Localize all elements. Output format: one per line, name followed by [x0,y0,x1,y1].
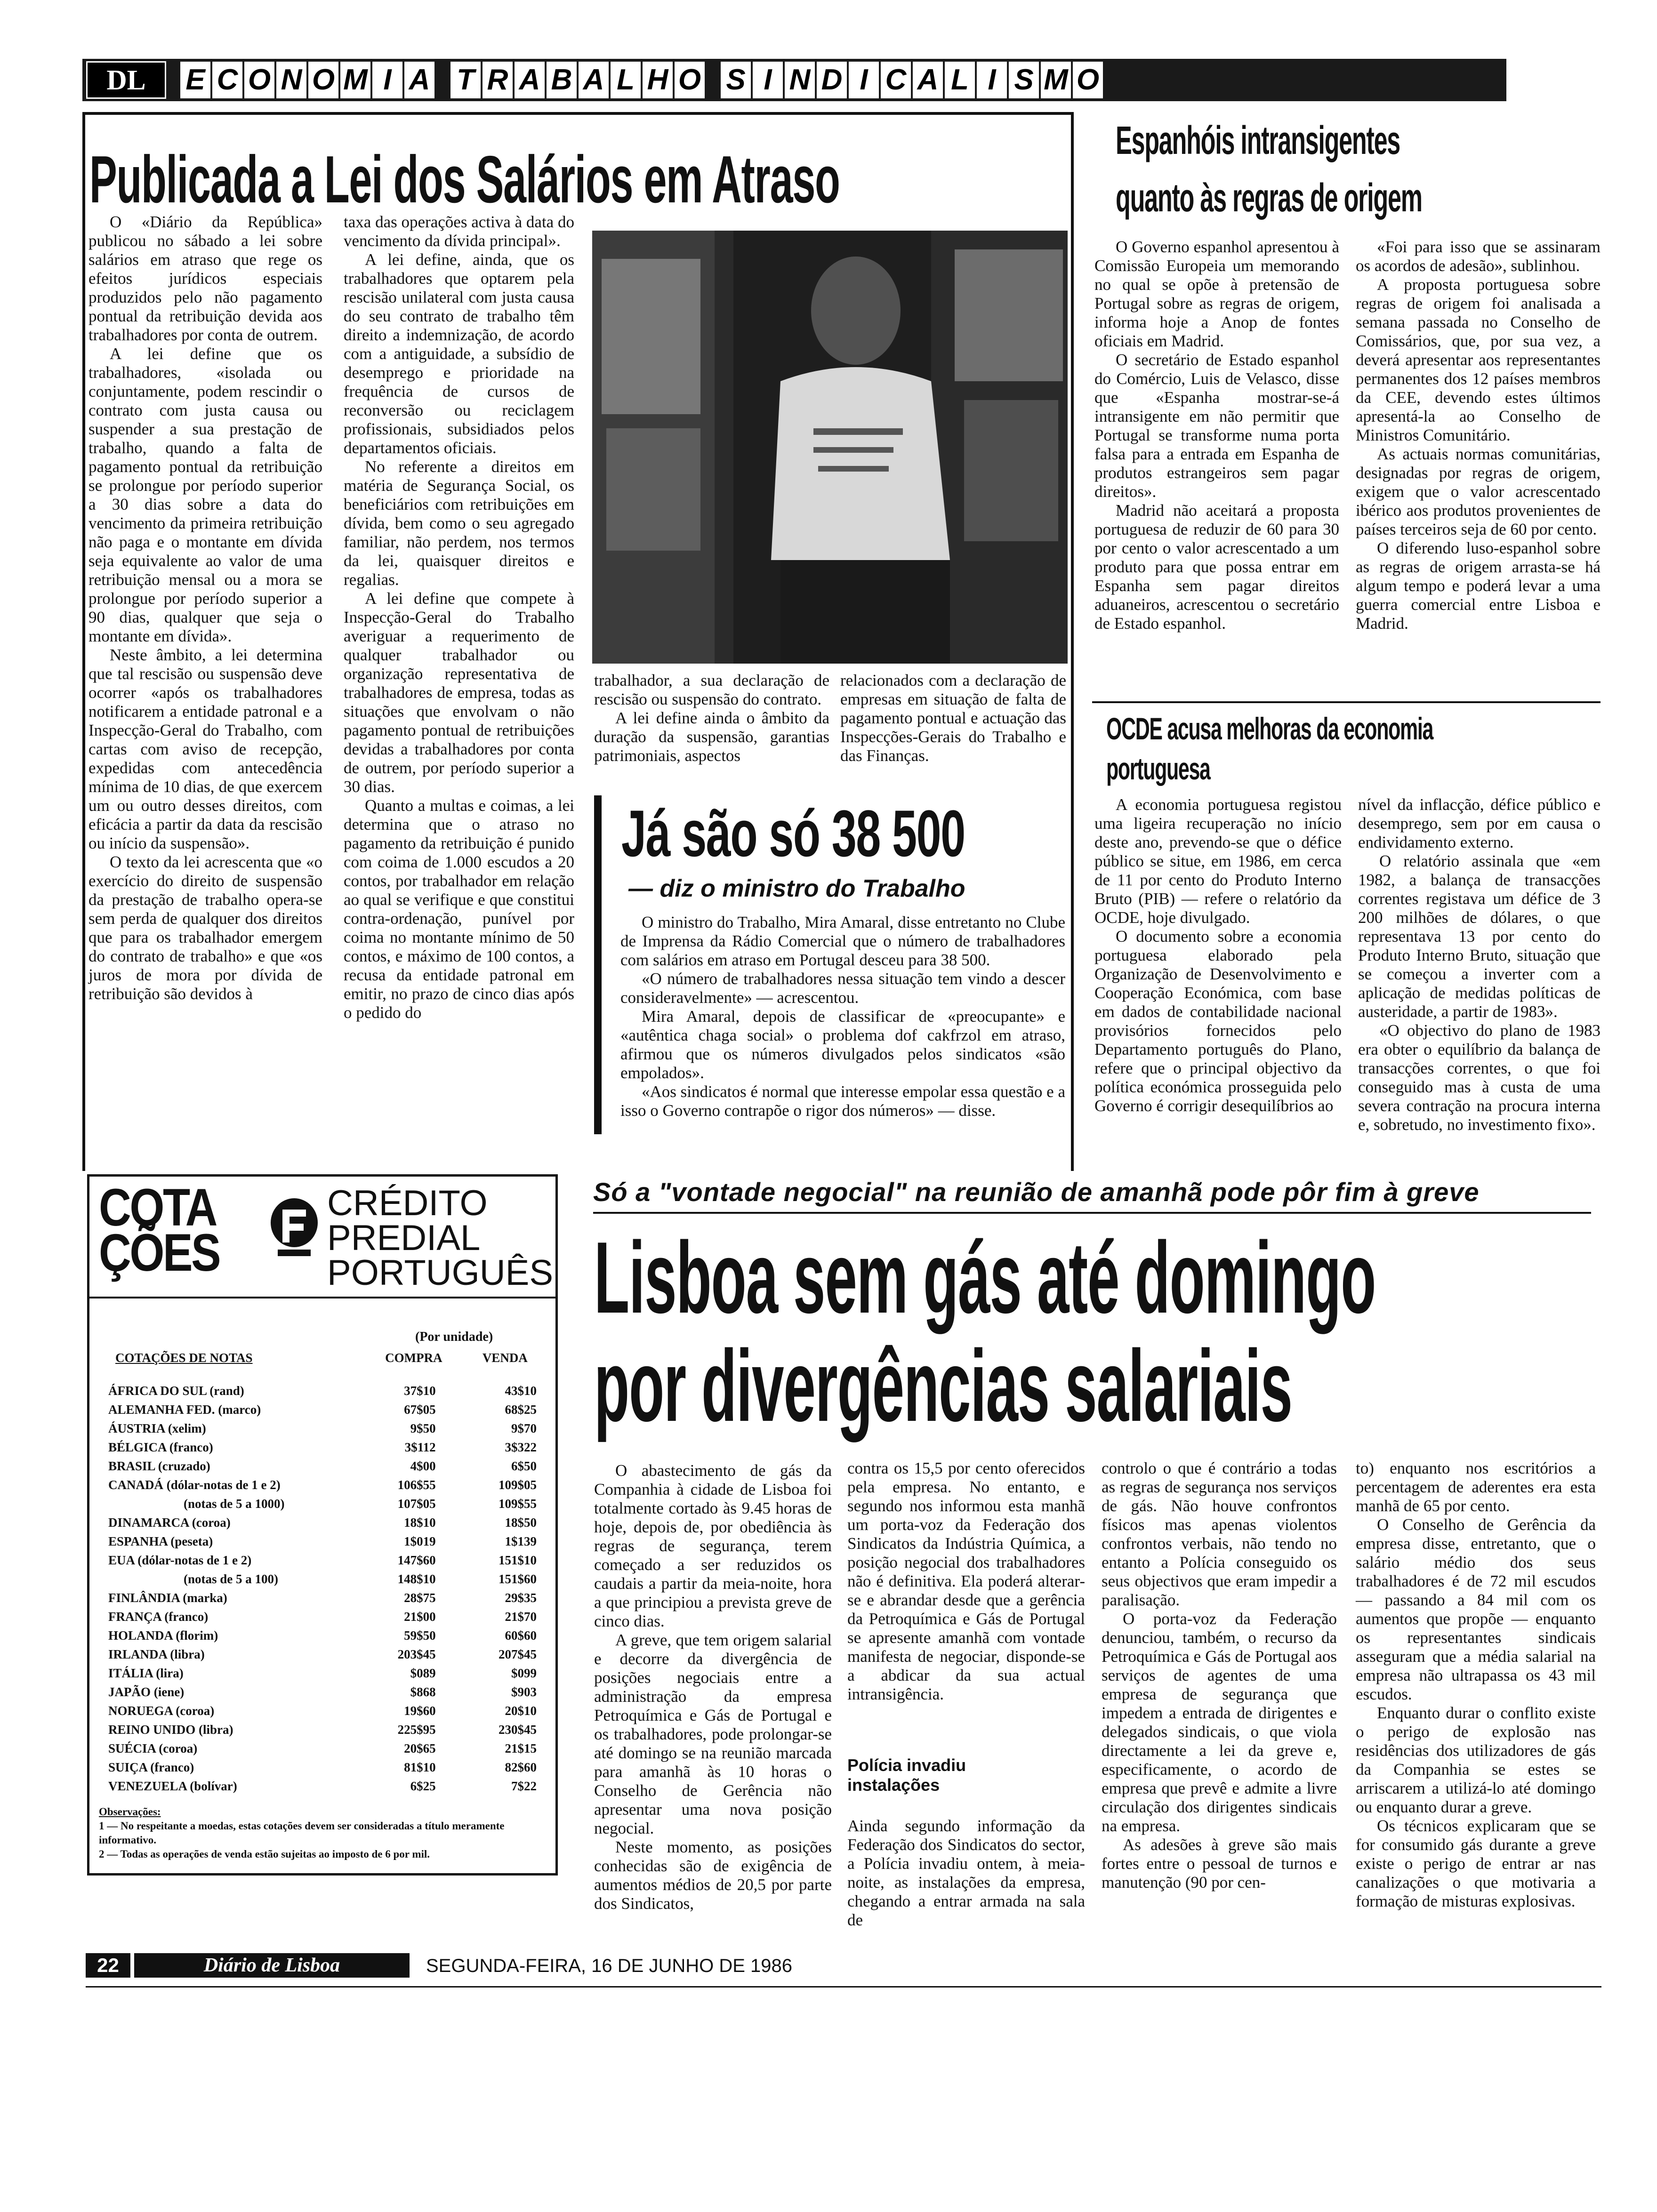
section-letter: O [1073,62,1103,98]
rate-compra: 4$00 [410,1459,436,1473]
section-masthead [82,59,1506,101]
rate-venda: 1$139 [505,1534,537,1548]
rate-row [89,1475,555,1494]
rate-row [89,1570,555,1588]
cotacoes-logo-line2: ÇÕES [99,1223,220,1282]
paragraph: Madrid não aceitará a proposta portuguesa de reduzir de 60 para 30 por cento o valor acrescentado a um produto para que possa entrar em Espanha sem pagar direitos aduaneiros, acrescentou o secretário de Estado espanhol. [1094,501,1343,633]
bank-name-line3: PORTUGUÊS [327,1253,554,1293]
article4-col2 [1358,795,1605,1134]
subhead-ministro: — diz o ministro do Trabalho [628,875,965,902]
currency-label: ALEMANHA FED. (marco) [108,1402,261,1417]
rate-venda: 20$10 [505,1703,537,1718]
headline-ocde-2: portuguesa [1106,751,1210,786]
bank-name [327,1183,554,1293]
paragraph: «O objectivo do plano de 1983 era obter o equilíbrio da balança de transacções correntes, o que foi conseguido mas à custa de uma severa contração na procura interna e, sobretudo, no investimento fixo». [1358,1021,1605,1134]
accent-bar [594,795,602,1134]
section-letter: T [450,62,481,98]
paragraph: «Foi para isso que se assinaram os acordos de adesão», sublinhou. [1356,238,1605,275]
rate-row [89,1607,555,1626]
section-letter: I [977,62,1007,98]
article5-col4 [1356,1459,1600,1911]
rate-compra: 18$10 [404,1515,436,1530]
rate-row [89,1532,555,1551]
header-venda: VENDA [482,1350,528,1365]
article5-col1 [594,1461,836,1913]
headline-gas-2: por divergências salariais [594,1329,1292,1443]
rate-venda: 109$55 [499,1496,537,1511]
section-letter: L [611,62,641,98]
section-letter: I [372,62,402,98]
rate-venda: 9$70 [511,1421,537,1435]
rate-compra: 106$55 [397,1477,436,1492]
rate-row [89,1701,555,1720]
rate-compra: 67$05 [404,1402,436,1417]
rate-venda: 207$45 [499,1647,537,1661]
rate-compra: $089 [410,1666,436,1680]
rate-row [89,1683,555,1701]
section-letter: A [515,62,545,98]
rate-compra: 107$05 [397,1496,436,1511]
paragraph: Ainda segundo informação da Federação dos Sindicatos do sector, a Polícia invadiu ontem, à meia-noite, as instalações da empresa, chegando a entrar armada na sala de [847,1817,1089,1929]
currency-label: ESPANHA (peseta) [108,1534,213,1548]
section-letter: N [785,62,815,98]
headline-38500: Já são só 38 500 [621,796,965,870]
paragraph: A economia portuguesa registou uma ligeira recuperação no início deste ano, prevendo-se que o défice público se situe, em 1986, em cerca de 11 por cento do Produto Interno Bruto (PIB) — refere o relatório da OCDE, hoje divulgado. [1094,795,1346,927]
rate-compra: 9$50 [410,1421,436,1435]
note-2: 2 — Todas as operações de venda estão sujeitas ao imposto de 6 por mil. [99,1848,430,1860]
rate-compra: 203$45 [397,1647,436,1661]
rate-row [89,1645,555,1664]
headline-ocde-1: OCDE acusa melhoras da economia [1106,711,1433,746]
currency-label: BRASIL (cruzado) [108,1459,210,1473]
article5-col2b [847,1817,1089,1930]
currency-label: SUIÇA (franco) [108,1760,194,1774]
rate-compra: 81$10 [404,1760,436,1774]
rates-table-wrap [89,1348,555,1795]
rate-row [89,1588,555,1607]
rate-venda: 7$22 [511,1779,537,1793]
divider [1071,112,1074,1171]
currency-label: FRANÇA (franco) [108,1609,209,1624]
paragraph: O texto da lei acrescenta que «o exercício do direito de suspensão da prestação de trabalho opera-se sem perda de qualquer dos direitos que para os trabalhador emergem do contrato de trabalho» e que «os juros de mora por dívida de retribuição são devidos à [88,853,327,1003]
article1-col2 [344,213,579,1022]
notes-block [99,1805,551,1861]
paragraph: «O número de trabalhadores nessa situação tem vindo a descer consideravelmente» — acrescentou. [620,970,1070,1007]
rate-compra: 225$95 [397,1722,436,1737]
paragraph: taxa das operações activa à data do vencimento da dívida principal». [344,213,579,250]
section-letter: D [817,62,847,98]
divider [89,1297,555,1298]
paragraph: O porta-voz da Federação denunciou, também, o recurso da Petroquímica e Gás de Portugal aos serviços de agentes de uma empresa de segurança que impedem a entrada de dirigentes e delegados sindicais, o que viola directamente a lei da greve e, especificamente, o acordo de empresa que prevê e admite a livre circulação dos dirigentes sindicais na empresa. [1102,1610,1341,1835]
paragraph: O secretário de Estado espanhol do Comércio, Luis de Velasco, disse que «Espanha mostrar-se-á intransigente em não permitir que Portugal se transforme numa porta falsa para a entrada em Espanha de produtos estrangeiros sem pagar direitos». [1094,351,1343,501]
rate-row [89,1720,555,1739]
rate-venda: 60$60 [505,1628,537,1643]
rate-row [89,1664,555,1683]
divider [86,1986,1601,1988]
article2-body [620,913,1070,1120]
section-letter: A [404,62,434,98]
paragraph: Os técnicos explicaram que se for consumido gás durante a greve existe o perigo de entrar ar nas canalizações o que motivaria a formação de misturas explosivas. [1356,1817,1600,1910]
bank-name-line2: PREDIAL [327,1218,481,1258]
paragraph: O diferendo luso-espanhol sobre as regras de origem arrasta-se há algum tempo e poderá levar a uma guerra comercial entre Lisboa e Madrid. [1356,539,1605,633]
article1-col4 [840,671,1070,765]
rate-row [89,1419,555,1438]
rate-compra: 19$60 [404,1703,436,1718]
divider [593,1212,1591,1214]
newspaper-logo: DL [86,61,166,99]
paragraph: No referente a direitos em matéria de Segurança Social, os beneficiários com retribuições em dívida, bem como o seu agregado familiar, não perdem, nos termos da lei, quaisquer direitos e regalias. [344,457,579,589]
currency-label: NORUEGA (coroa) [108,1703,215,1718]
currency-label: DINAMARCA (coroa) [108,1515,231,1530]
note-1: 1 — No respeitante a moedas, estas cotações devem ser consideradas a título meramente informativo. [99,1820,505,1846]
section-letter: M [1041,62,1071,98]
subhead-policia [847,1755,1085,1795]
article1-col1 [88,213,327,1003]
currency-label: IRLANDA (libra) [108,1647,205,1661]
section-letter: C [212,62,242,98]
rate-row [89,1777,555,1795]
rate-compra: $868 [410,1684,436,1699]
currency-label: FINLÂNDIA (marka) [108,1590,227,1605]
currency-label: ÁFRICA DO SUL (rand) [108,1383,244,1398]
cotacoes-logo [99,1178,220,1282]
rate-compra: 147$60 [397,1553,436,1567]
rate-venda: 109$05 [499,1477,537,1492]
news-photo [592,231,1068,664]
divider [1092,701,1601,703]
section-letter: B [547,62,577,98]
currency-label: CANADÁ (dólar-notas de 1 e 2) [108,1477,281,1492]
article5-col2 [847,1459,1089,1704]
paragraph: Neste momento, as posições conhecidas são de exigência de aumentos médios de 20,5 por parte dos Sindicatos, [594,1838,836,1913]
paragraph: nível da inflacção, défice público e desemprego, sem por em causa o endividamento externo. [1358,795,1605,851]
rate-venda: 21$70 [505,1609,537,1624]
paragraph: trabalhador, a sua declaração de rescisão ou suspensão do contrato. [594,671,834,708]
header-label: COTAÇÕES DE NOTAS [115,1350,253,1365]
rate-compra: 20$65 [404,1741,436,1755]
rate-row [89,1381,555,1400]
currency-label: EUA (dólar-notas de 1 e 2) [108,1553,252,1567]
divider [82,112,1071,115]
currency-label: (notas de 5 a 100) [184,1571,278,1586]
section-word-3 [721,62,1105,98]
kicker-greve: Só a "vontade negocial" na reunião de amanhã pode pôr fim à greve [593,1177,1480,1207]
rate-row [89,1626,555,1645]
rate-venda: 43$10 [505,1383,537,1398]
section-letter: I [753,62,783,98]
paragraph: controlo o que é contrário a todas as regras de segurança nos serviços de gás. Não houve confrontos físicos mas apenas violentos confrontos verbais, não tendo no entanto a Polícia conseguido os seus objectivos que eram impedir a paralisação. [1102,1459,1341,1609]
currency-label: HOLANDA (florim) [108,1628,218,1643]
unit-note: (Por unidade) [415,1330,493,1344]
paragraph: A greve, que tem origem salarial e decorre da divergência de posições negociais entre a administração da empresa Petroquímica e Gás de Portugal e os trabalhadores, pode prolongar-se até domingo se na reunião marcada para amanhã às 10 horas o Conselho de Gerência não apresentar uma nova posição negocial. [594,1631,836,1837]
section-letter: H [643,62,673,98]
rates-header-row [89,1348,555,1367]
rate-compra: 148$10 [397,1571,436,1586]
rate-venda: 21$15 [505,1741,537,1755]
section-letter: O [244,62,274,98]
paragraph: Mira Amaral, depois de classificar de «preocupante» e «autêntica chaga social» o problema dof cakfrzol em atraso, afirmou que os números divulgados pelos sindicatos «são empolados». [620,1007,1070,1082]
paragraph: O documento sobre a economia portuguesa elaborado pela Organização de Desenvolvimento e Cooperação Económica, com base em dados de contabilidade nacional provisórios fornecidos pelo Departamento português do Plano, refere que o principal objectivo da política económica prosseguida pelo Governo é corrigir desequilíbrios ao [1094,927,1346,1115]
subhead-policia-1: Polícia invadiu [847,1755,966,1775]
header-compra: COMPRA [385,1350,442,1365]
paragraph: O ministro do Trabalho, Mira Amaral, disse entretanto no Clube de Imprensa da Rádio Comercial que o número de trabalhadores com salários em atraso em Portugal desceu para 38 500. [620,913,1070,969]
rate-compra: 59$50 [404,1628,436,1643]
headline-espanhois-1: Espanhóis intransigentes [1116,118,1400,162]
rate-venda: 68$25 [505,1402,537,1417]
section-word-2 [450,62,707,98]
paragraph: A lei define ainda o âmbito da duração da suspensão, garantias patrimoniais, aspectos [594,709,834,765]
rate-row [89,1739,555,1758]
section-letter: O [308,62,338,98]
headline-salarios: Publicada a Lei dos Salários em Atraso [89,142,840,217]
section-letter: I [849,62,879,98]
rate-row [89,1400,555,1419]
cotacoes-box [87,1174,558,1875]
section-letter: M [340,62,370,98]
section-letter: S [1009,62,1039,98]
section-word-1 [180,62,436,98]
paragraph: Neste âmbito, a lei determina que tal rescisão ou suspensão deve ocorrer «após os trabalhadores notificarem a entidade patronal e a Inspecção-Geral do Trabalho, com cartas com aviso de recepção, expedidas com antecedência mínima de 10 dias, de que exercem um ou outro desses direitos, com eficácia a partir da data da rescisão ou início da suspensão». [88,646,327,852]
cotacoes-logo-line1: COTA [99,1178,217,1237]
section-letter: A [579,62,609,98]
article3-col2 [1356,238,1605,633]
rate-compra: 28$75 [404,1590,436,1605]
rate-row [89,1551,555,1570]
rate-compra: 1$019 [404,1534,436,1548]
paragraph: As actuais normas comunitárias, designadas por regras de origem, exigem que o valor acrescentado ibérico aos produtos provenientes de países terceiros seja de 60 por cento. [1356,445,1605,538]
rate-compra: 3$112 [404,1440,436,1454]
rate-venda: $903 [511,1684,537,1699]
section-letter: A [913,62,943,98]
currency-label: BÉLGICA (franco) [108,1440,213,1454]
rate-compra: 6$25 [410,1779,436,1793]
rate-compra: 37$10 [404,1383,436,1398]
section-letter: R [483,62,513,98]
article4-col1 [1094,795,1346,1115]
headline-gas-1: Lisboa sem gás até domingo [594,1220,1376,1334]
paper-name: Diário de Lisboa [134,1953,410,1978]
obs-label: Observações: [99,1806,161,1818]
paragraph: O relatório assinala que «em 1982, a balança de transacções correntes registava um défice de 3 200 milhões de dólares, o que representava 13 por cento do Produto Interno Bruto, situação que se começou a inverter com a aplicação de medidas políticas de austeridade, a partir de 1983». [1358,852,1605,1021]
paragraph: A lei define que compete à Inspecção-Geral do Trabalho averiguar a requerimento de qualquer trabalhador ou organização representativa de trabalhadores de empresa, todas as situações que envolvam o não pagamento pontual de retribuições devidas a trabalhadores por conta de outrem, por período superior a 30 dias. [344,589,579,796]
rate-venda: 6$50 [511,1459,537,1473]
currency-label: REINO UNIDO (libra) [108,1722,233,1737]
rate-venda: $099 [511,1666,537,1680]
article1-col3 [594,671,834,765]
bank-emblem-icon [268,1195,320,1261]
rate-row [89,1457,555,1475]
currency-label: SUÉCIA (coroa) [108,1741,198,1755]
section-letter: E [180,62,210,98]
paragraph: O «Diário da República» publicou no sábado a lei sobre salários em atraso que rege os efeitos jurídicos especiais produzidos pelo não pagamento pontual da retribuição devida aos trabalhadores por conta de outrem. [88,213,327,344]
rate-venda: 151$10 [499,1553,537,1567]
article3-col1 [1094,238,1343,633]
section-letter: O [675,62,705,98]
rate-venda: 29$35 [505,1590,537,1605]
rate-row [89,1438,555,1457]
divider [82,112,85,1171]
rate-venda: 82$60 [505,1760,537,1774]
rate-venda: 3$322 [505,1440,537,1454]
rate-compra: 21$00 [404,1609,436,1624]
article5-col3 [1102,1459,1341,1892]
section-letter: S [721,62,751,98]
rate-venda: 18$50 [505,1515,537,1530]
rate-venda: 230$45 [499,1722,537,1737]
paragraph: Quanto a multas e coimas, a lei determina que o atraso no pagamento da retribuição é punido com coima de 1.000 escudos a 20 contos, por trabalhador em relação ao qual se verifique e que constitui contra-ordenação, punível por coima no montante mínimo de 50 contos, e máximo de 100 contos, a recusa da entidade patronal em emitir, no prazo de cinco dias após o pedido do [344,796,579,1022]
paragraph: O Conselho de Gerência da empresa disse, entretanto, que o salário médio dos seus trabalhadores é de 72 mil escudos — passando a 84 mil com os aumentos que propõe — enquanto os representantes sindicais asseguram que a média salarial na empresa não ultrapassa os 43 mil escudos. [1356,1515,1600,1703]
paragraph: As adesões à greve são mais fortes entre o pessoal de turnos e manutenção (90 por cen- [1102,1835,1341,1891]
bank-name-line1: CRÉDITO [327,1183,488,1223]
paragraph: O abastecimento de gás da Companhia à cidade de Lisboa foi totalmente cortado às 9.45 horas de hoje, depois de, por obediência às regras de segurança, terem começado a ser reduzidos os caudais a partir da meia-noite, hora a que principiou a prevista greve de cinco dias. [594,1461,836,1630]
paragraph: Enquanto durar o conflito existe o perigo de explosão nas residências dos utilizadores de gás da Companhia se estes se arriscarem a utilizá-lo até domingo ou enquanto durar a greve. [1356,1704,1600,1816]
photo-illustration [592,231,1068,664]
rate-row [89,1494,555,1513]
page-number: 22 [86,1953,130,1978]
rates-table [89,1348,555,1795]
currency-label: JAPÃO (iene) [108,1684,185,1699]
paragraph: to) enquanto nos escritórios a percentagem de aderentes era esta manhã de 65 por cento. [1356,1459,1600,1515]
paragraph: O Governo espanhol apresentou à Comissão Europeia um memorando no qual se opõe à pretensão de Portugal sobre as regras de origem, informa hoje a Anop de fontes oficiais em Madrid. [1094,238,1343,350]
rate-venda: 151$60 [499,1571,537,1586]
paragraph: A proposta portuguesa sobre regras de origem foi analisada a semana passada no Conselho de Comissários, que, por sua vez, a deverá apresentar aos representantes permanentes dos 12 países membros da CEE, devendo estes últimos apresentá-la ao Conselho de Ministros Comunitário. [1356,275,1605,444]
currency-label: (notas de 5 a 1000) [184,1496,285,1511]
currency-label: VENEZUELA (bolívar) [108,1779,237,1793]
section-letter: C [881,62,911,98]
currency-label: ÁUSTRIA (xelim) [108,1421,206,1435]
paragraph: A lei define que os trabalhadores, «isolada ou conjuntamente, podem rescindir o contrato com justa causa ou suspender a sua prestação de trabalho, quando a falta de pagamento pontual da retribuição se prolongue por período superior a 30 dias sobre a data do vencimento da primeira retribuição não paga e o montante em dívida seja equivalente ao valor de uma retribuição mensal ou a mora se prolongue por período superior a 90 dias, qualquer que seja o montante em dívida». [88,345,327,645]
issue-date: SEGUNDA-FEIRA, 16 DE JUNHO DE 1986 [426,1956,792,1976]
paragraph: «Aos sindicatos é normal que interesse empolar essa questão e a isso o Governo contrapõe o rigor dos números» — disse. [620,1082,1070,1120]
section-letter: N [276,62,306,98]
section-letter: L [945,62,975,98]
paragraph: A lei define, ainda, que os trabalhadores que optarem pela rescisão unilateral com justa causa do seu contrato de trabalho têm direito a indemnização, de acordo com a antiguidade, a subsídio de desemprego e prioridade na frequência de cursos de reconversão ou reciclagem profissionais, subsidiados pelos departamentos oficiais. [344,250,579,457]
currency-label: ITÁLIA (lira) [108,1666,184,1680]
paragraph: relacionados com a declaração de empresas em situação de falta de pagamento pontual e actuação das Inspecções-Gerais do Trabalho e das Finanças. [840,671,1070,765]
rate-row [89,1513,555,1532]
paragraph: contra os 15,5 por cento oferecidos pela empresa. No entanto, e segundo nos informou esta manhã um porta-voz da Federação dos Sindicatos da Indústria Química, a posição negocial dos trabalhadores não é definitiva. Ela poderá alterar-se e abrandar desde que a gerência da Petroquímica e Gás de Portugal se apresente amanhã com vontade manifesta de negociar, disponde-se a abdicar da sua actual intransigência. [847,1459,1089,1703]
rate-row [89,1758,555,1777]
subhead-policia-2: instalações [847,1775,940,1795]
headline-espanhois-2: quanto às regras de origem [1116,176,1422,220]
